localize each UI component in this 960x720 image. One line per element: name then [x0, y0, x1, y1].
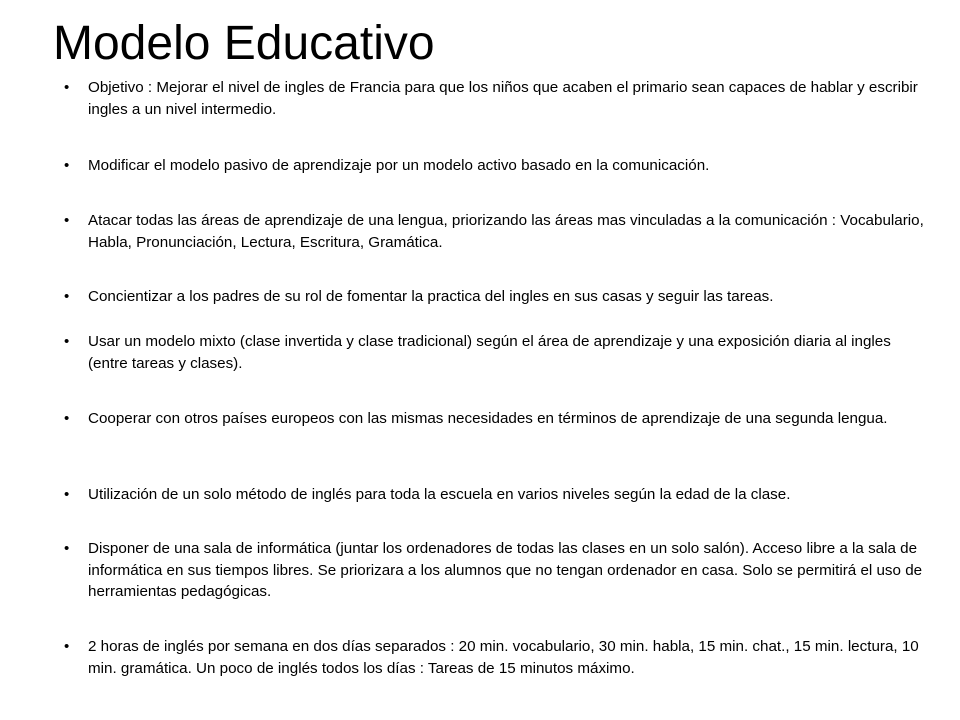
bullet-dot-icon: • [64, 540, 70, 557]
bullet-item-horas-ingles [64, 636, 924, 679]
bullet-dot-icon: • [64, 157, 70, 174]
bullet-text: Atacar todas las áreas de aprendizaje de una lengua, priorizando las áreas mas vinculadas a la comunicación : Vocabulario, Habla, Pronunciación, Lectura, Escritura, Gramática. [88, 212, 924, 251]
bullet-dot-icon: • [64, 79, 70, 96]
bullet-item-sala-informatica [64, 538, 924, 603]
bullet-text: 2 horas de inglés por semana en dos días separados : 20 min. vocabulario, 30 min. habla, 15 min. chat., 15 min. lectura, 10 min. gramática. Un poco de inglés todos los días : Tareas de 15 minutos máximo. [88, 638, 919, 677]
bullet-dot-icon: • [64, 638, 70, 655]
bullet-text: Objetivo : Mejorar el nivel de ingles de Francia para que los niños que acaben el primario sean capaces de hablar y escribir ingles a un nivel intermedio. [88, 79, 918, 118]
bullet-dot-icon: • [64, 288, 70, 305]
bullet-dot-icon: • [64, 333, 70, 350]
bullet-item-padres [64, 286, 924, 308]
bullet-item-modelo-activo [64, 155, 924, 177]
bullet-item-areas [64, 210, 924, 253]
bullet-text: Disponer de una sala de informática (juntar los ordenadores de todas las clases en un solo salón). Acceso libre a la sala de informática en sus tiempos libres. Se priorizara a los alumnos que no tengan ordenador en casa. Solo se permitirá el uso de herramientas pedagógicas. [88, 540, 923, 600]
bullet-text: Modificar el modelo pasivo de aprendizaje por un modelo activo basado en la comunicación. [88, 157, 710, 174]
bullet-dot-icon: • [64, 410, 70, 427]
bullet-item-modelo-mixto [64, 331, 924, 374]
bullet-item-metodo [64, 484, 924, 506]
bullet-text: Utilización de un solo método de inglés para toda la escuela en varios niveles según la edad de la clase. [88, 486, 791, 503]
bullet-dot-icon: • [64, 486, 70, 503]
bullet-item-objetivo [64, 77, 924, 120]
bullet-text: Usar un modelo mixto (clase invertida y clase tradicional) según el área de aprendizaje y una exposición diaria al ingles (entre tareas y clases). [88, 333, 891, 372]
bullet-dot-icon: • [64, 212, 70, 229]
bullet-text: Cooperar con otros países europeos con las mismas necesidades en términos de aprendizaje de una segunda lengua. [88, 410, 888, 427]
bullet-text: Concientizar a los padres de su rol de fomentar la practica del ingles en sus casas y seguir las tareas. [88, 288, 774, 305]
bullet-item-cooperar [64, 408, 924, 430]
slide-title: Modelo Educativo [53, 17, 435, 70]
